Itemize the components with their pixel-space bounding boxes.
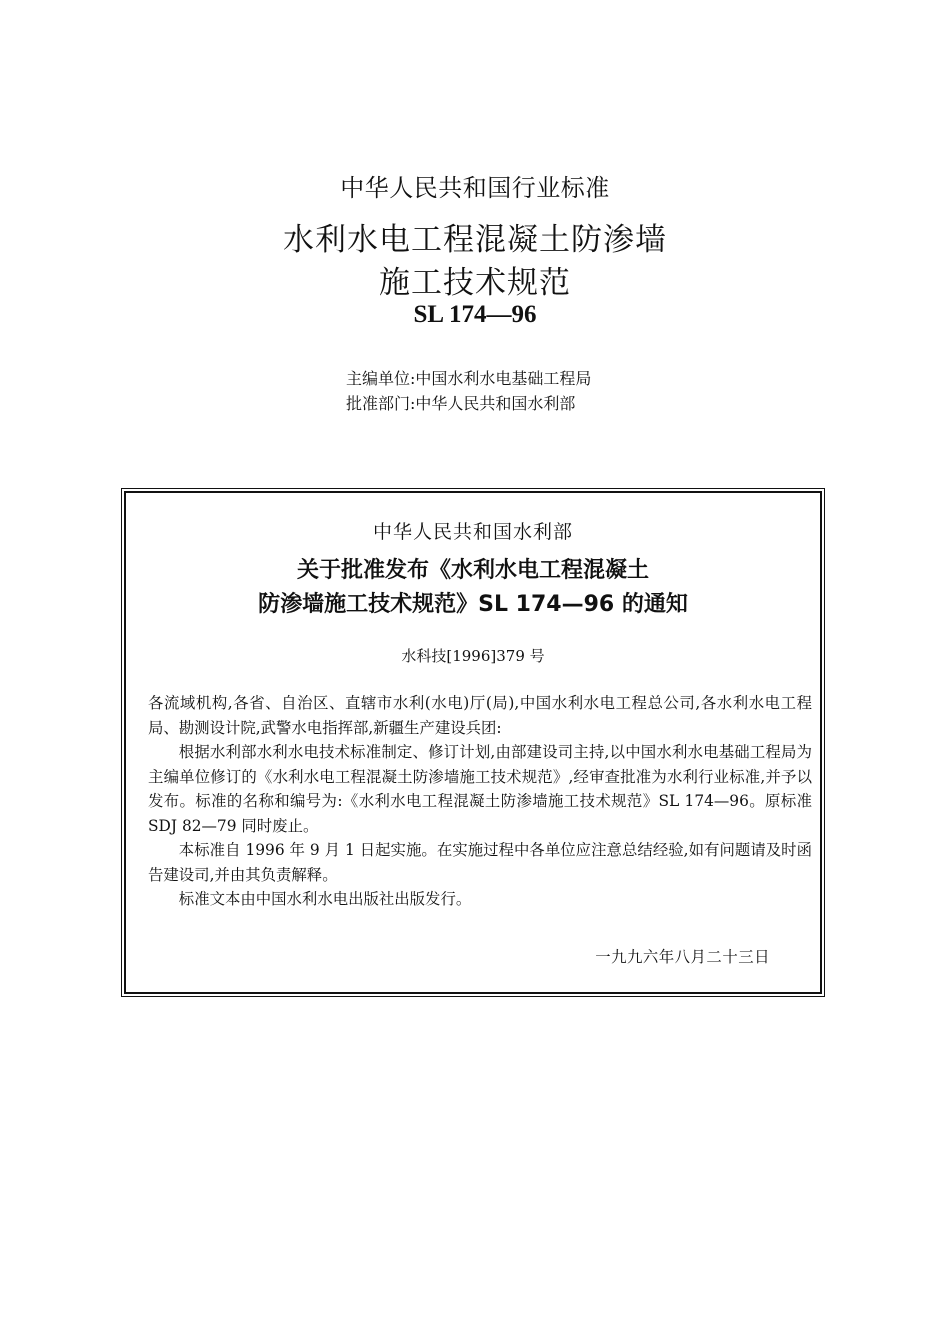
standard-code: SL 174—96	[413, 301, 537, 328]
notice-issuer: 中华人民共和国水利部	[372, 521, 573, 543]
notice-document-number: 水科技[1996]379 号	[401, 647, 545, 665]
notice-date: 一九九六年八月二十三日	[595, 948, 770, 966]
notice-paragraph: 标准文本由中国水利水电出版社出版发行。	[178, 890, 472, 908]
notice-body	[148, 691, 812, 912]
notice-box	[124, 491, 822, 994]
document-title-line-2: 施工技术规范	[379, 265, 571, 301]
notice-title-line-2: 防渗墙施工技术规范》SL 174—96 的通知	[258, 592, 688, 617]
editor-unit: 主编单位:中国水利水电基础工程局	[346, 369, 592, 388]
approval-department: 批准部门:中华人民共和国水利部	[346, 394, 576, 413]
document-title-line-1: 水利水电工程混凝土防渗墙	[283, 222, 667, 258]
standard-category: 中华人民共和国行业标准	[340, 174, 610, 202]
notice-paragraph: 本标准自 1996 年 9 月 1 日起实施。在实施过程中各单位应注意总结经验,如有问题请及时函告建设司,并由其负责解释。	[148, 841, 812, 884]
notice-paragraph: 根据水利部水利水电技术标准制定、修订计划,由部建设司主持,以中国水利水电基础工程局为主编单位修订的《水利水电工程混凝土防渗墙施工技术规范》,经审查批准为水利行业标准,并予以发布。标准的名称和编号为:《水利水电工程混凝土防渗墙施工技术规范》SL 174—96。原标准 SDJ 82—79 同时废止。	[148, 743, 812, 835]
notice-title-line-1: 关于批准发布《水利水电工程混凝土	[296, 558, 649, 583]
notice-addressees: 各流域机构,各省、自治区、直辖市水利(水电)厅(局),中国水利水电工程总公司,各水利水电工程局、勘测设计院,武警水电指挥部,新疆生产建设兵团:	[148, 694, 812, 737]
